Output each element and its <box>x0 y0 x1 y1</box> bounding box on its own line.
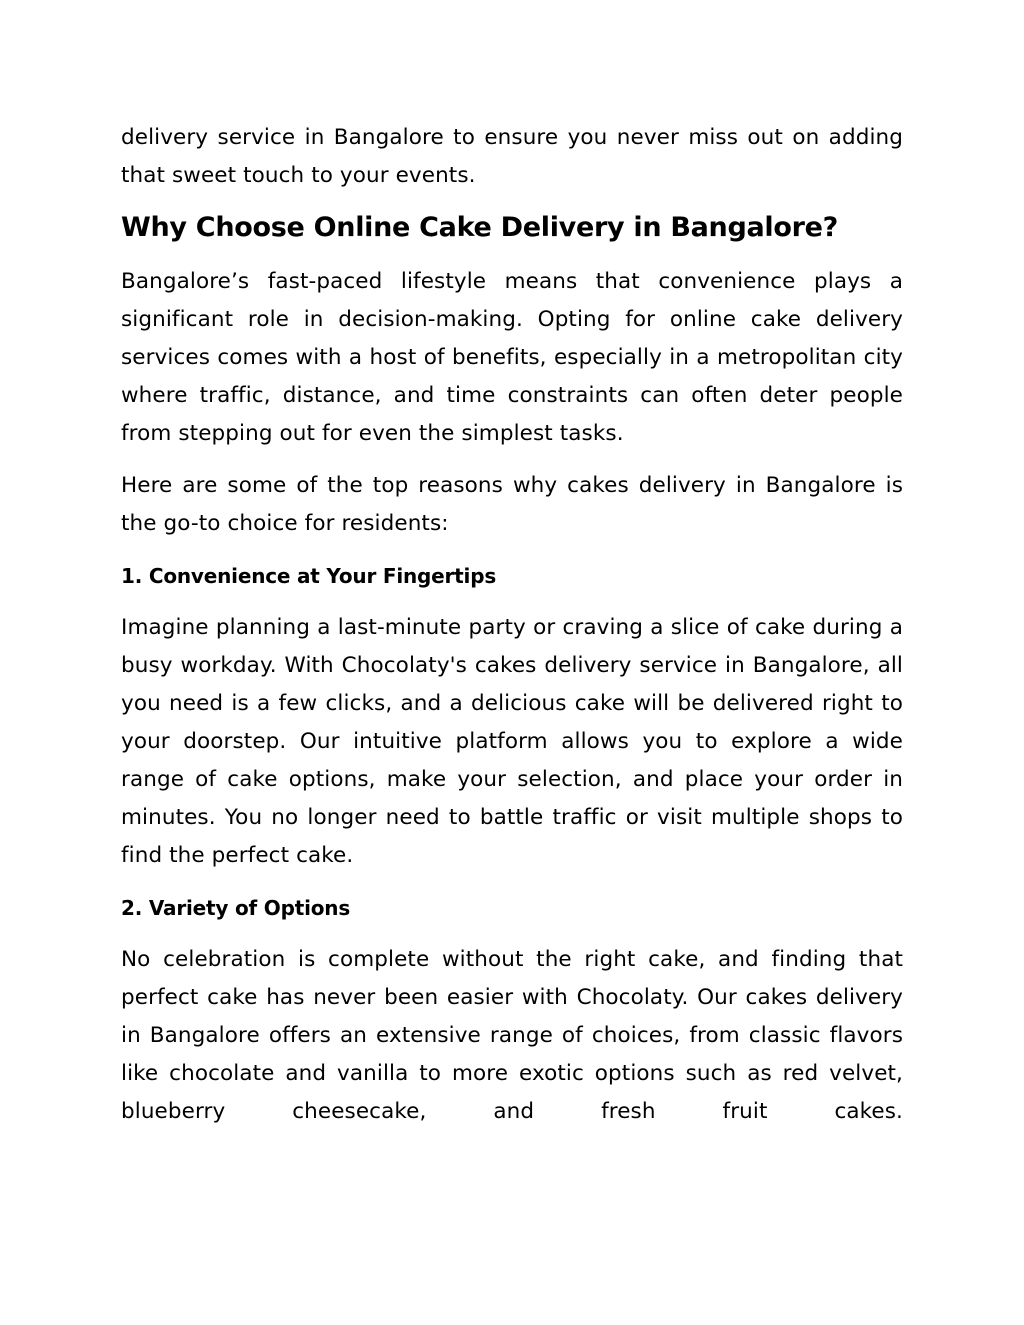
intro-paragraph: delivery service in Bangalore to ensure you never miss out on adding that sweet touch to your events. <box>121 125 903 188</box>
spacer <box>121 875 903 889</box>
paragraph-1: Bangalore’s fast-paced lifestyle means that convenience plays a significant role in decision-making. Opting for online cake delivery services comes with a host of benefits, especially in a metropolitan city where traffic, distance, and time constraints can often deter people from stepping out for even the simplest tasks. <box>121 269 903 446</box>
subsection-heading-variety: 2. Variety of Options <box>121 896 351 920</box>
spacer <box>121 453 903 467</box>
spacer <box>121 543 903 557</box>
subsection-heading-convenience: 1. Convenience at Your Fingertips <box>121 564 497 588</box>
spacer <box>121 247 903 263</box>
spacer <box>121 927 903 941</box>
section-1-paragraph: Imagine planning a last-minute party or craving a slice of cake during a busy workday. With Chocolaty's cakes delivery service in Bangalore, all you need is a few clicks, and a delicious cake will be delivered right to your doorstep. Our intuitive platform allows you to explore a wide range of cake options, make your selection, and place your order in minutes. You no longer need to battle traffic or visit multiple shops to find the perfect cake. <box>121 615 903 868</box>
spacer <box>121 595 903 609</box>
paragraph-2: Here are some of the top reasons why cakes delivery in Bangalore is the go-to choice for residents: <box>121 473 903 536</box>
section-2-paragraph: No celebration is complete without the right cake, and finding that perfect cake has never been easier with Chocolaty. Our cakes delivery in Bangalore offers an extensive range of choices, from classic flavors like chocolate and vanilla to more exotic options such as red velvet, blueberry cheesecake, and fresh fruit cakes. <box>121 947 903 1124</box>
section-heading: Why Choose Online Cake Delivery in Bangalore? <box>121 212 839 243</box>
document-page <box>121 119 903 1131</box>
spacer <box>121 195 903 209</box>
